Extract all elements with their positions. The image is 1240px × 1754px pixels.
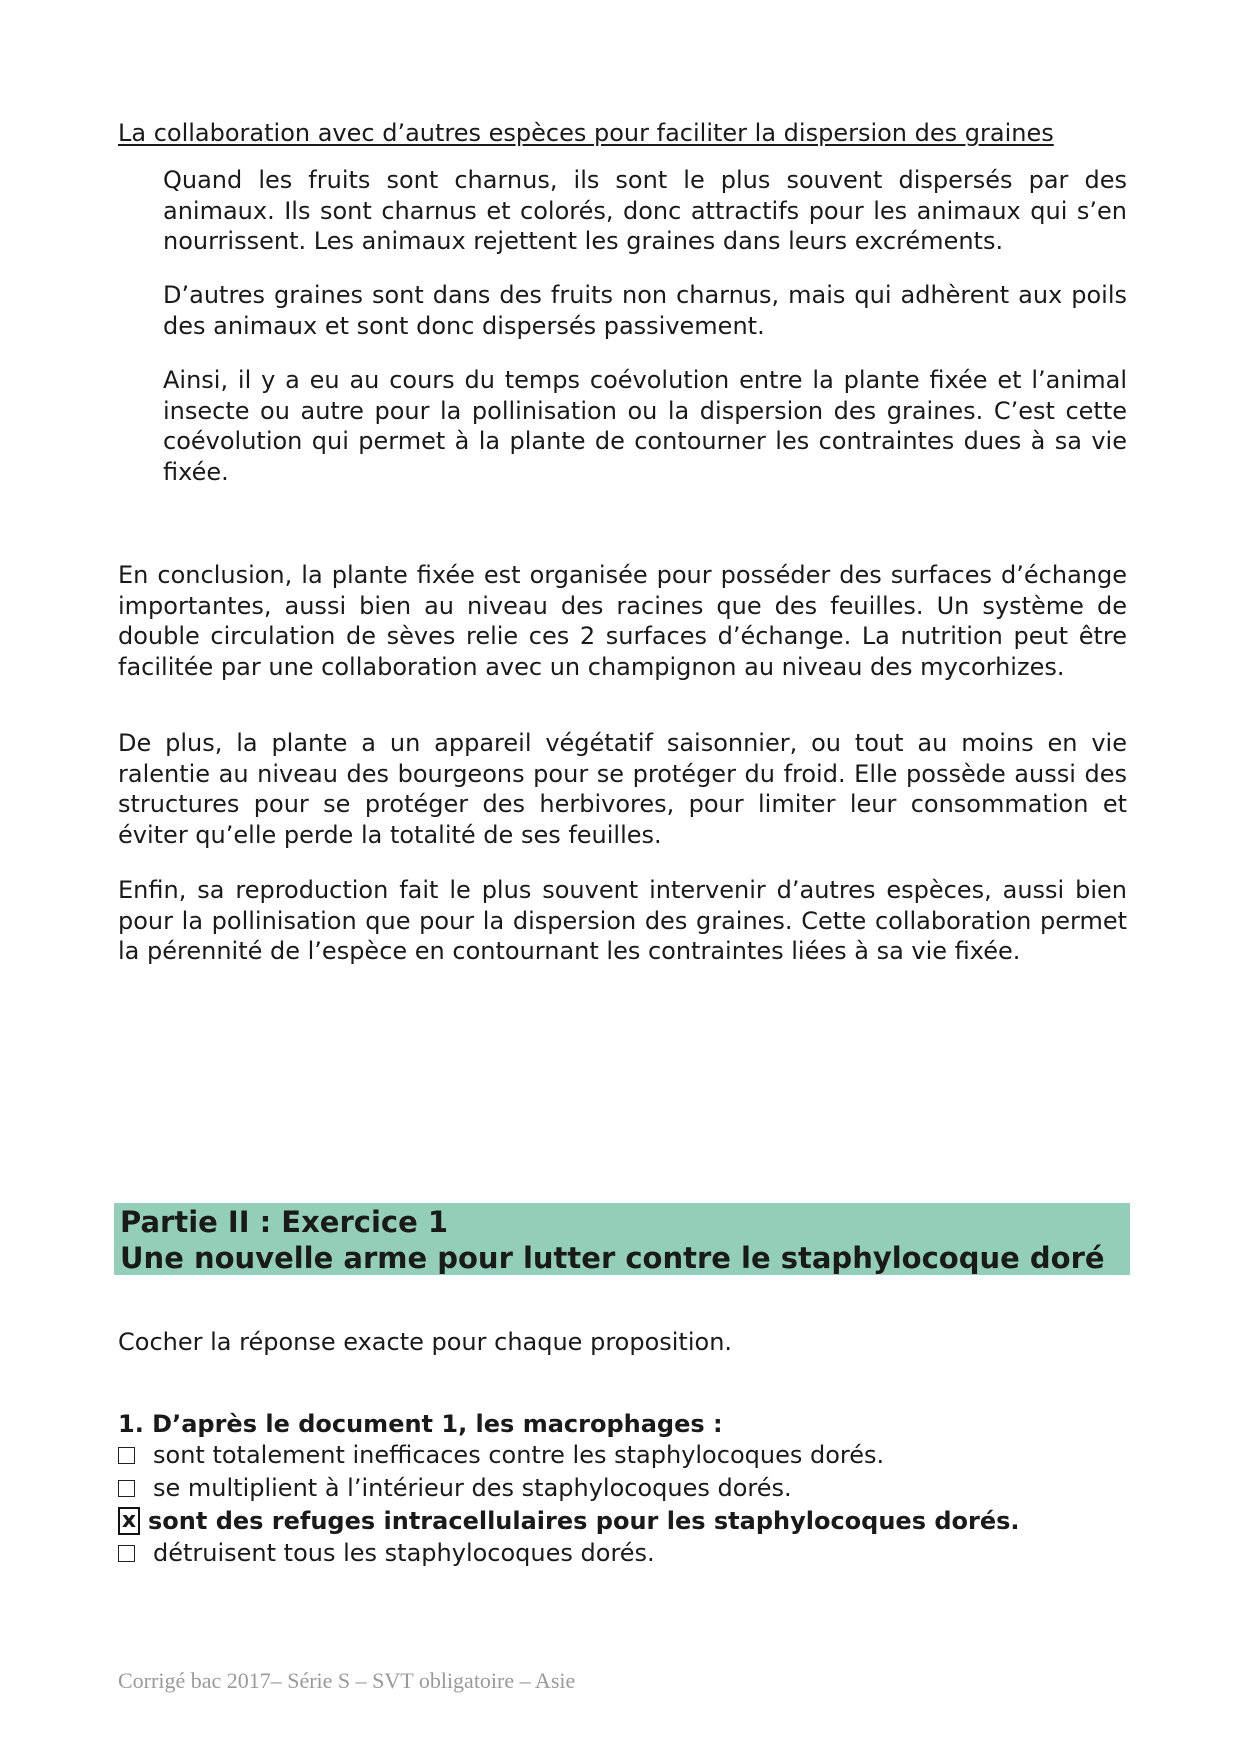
instruction-text: Cocher la réponse exacte pour chaque proposition. [118,1328,733,1356]
exercise-title: Partie II : Exercice 1 [120,1205,449,1239]
paragraph-vegetative [118,728,1127,850]
paragraph-text: Quand les fruits sont charnus, ils sont le plus souvent dispersés par des animaux. Ils sont charnus et colorés, donc attractifs pour les animaux qui s’en nourrissent. Les animaux rejettent les graines dans leurs excréments. [163,166,1127,255]
paragraph-non-fleshy [163,280,1127,341]
exercise-banner [114,1203,1130,1275]
paragraph-conclusion [118,560,1127,682]
answer-option-text: détruisent tous les staphylocoques dorés. [153,1539,655,1567]
section-heading: La collaboration avec d’autres espèces pour faciliter la dispersion des graines [118,119,1054,147]
answer-option[interactable] [118,1440,884,1470]
exercise-subtitle: Une nouvelle arme pour lutter contre le staphylocoque doré [120,1241,1105,1275]
check-x-icon: x [121,1508,137,1533]
answer-option[interactable] [118,1538,655,1568]
checkbox-empty[interactable] [118,1545,135,1562]
paragraph-text: D’autres graines sont dans des fruits non charnus, mais qui adhèrent aux poils des animaux et sont donc dispersés passivement. [163,281,1127,340]
paragraph-text: Ainsi, il y a eu au cours du temps coévolution entre la plante fixée et l’animal insecte ou autre pour la pollinisation ou la dispersion des graines. C’est cette coévolution qui permet à la plante de contourner les contraintes dues à sa vie fixée. [163,366,1127,486]
paragraph-text: En conclusion, la plante fixée est organisée pour posséder des surfaces d’échange importantes, aussi bien au niveau des racines que des feuilles. Un système de double circulation de sèves relie ces 2 surfaces d’échange. La nutrition peut être facilitée par une collaboration avec un champignon au niveau des mycorhizes. [118,561,1127,681]
paragraph-reproduction [118,875,1127,967]
paragraph-fleshy-fruits [163,165,1127,257]
paragraph-text: De plus, la plante a un appareil végétatif saisonnier, ou tout au moins en vie ralentie au niveau des bourgeons pour se protéger du froid. Elle possède aussi des structures pour se protéger des herbivores, pour limiter leur consommation et éviter qu’elle perde la totalité de ses feuilles. [118,729,1127,849]
answer-option[interactable] [118,1473,792,1503]
checkbox-checked[interactable] [118,1507,140,1535]
checkbox-empty[interactable] [118,1480,135,1497]
answer-option-text: sont totalement inefficaces contre les staphylocoques dorés. [153,1441,885,1469]
checkbox-empty[interactable] [118,1447,135,1464]
answer-option-selected[interactable] [118,1506,1020,1536]
paragraph-text: Enfin, sa reproduction fait le plus souvent intervenir d’autres espèces, aussi bien pour la pollinisation que pour la dispersion des graines. Cette collaboration permet la pérennité de l’espèce en contournant les contraintes liées à sa vie fixée. [118,876,1127,965]
answer-option-text: sont des refuges intracellulaires pour les staphylocoques dorés. [148,1507,1020,1535]
answer-option-text: se multiplient à l’intérieur des staphylocoques dorés. [153,1474,792,1502]
page-footer: Corrigé bac 2017– Série S – SVT obligatoire – Asie [118,1668,576,1693]
question-title: 1. D’après le document 1, les macrophages : [118,1410,723,1438]
paragraph-coevolution [163,365,1127,487]
